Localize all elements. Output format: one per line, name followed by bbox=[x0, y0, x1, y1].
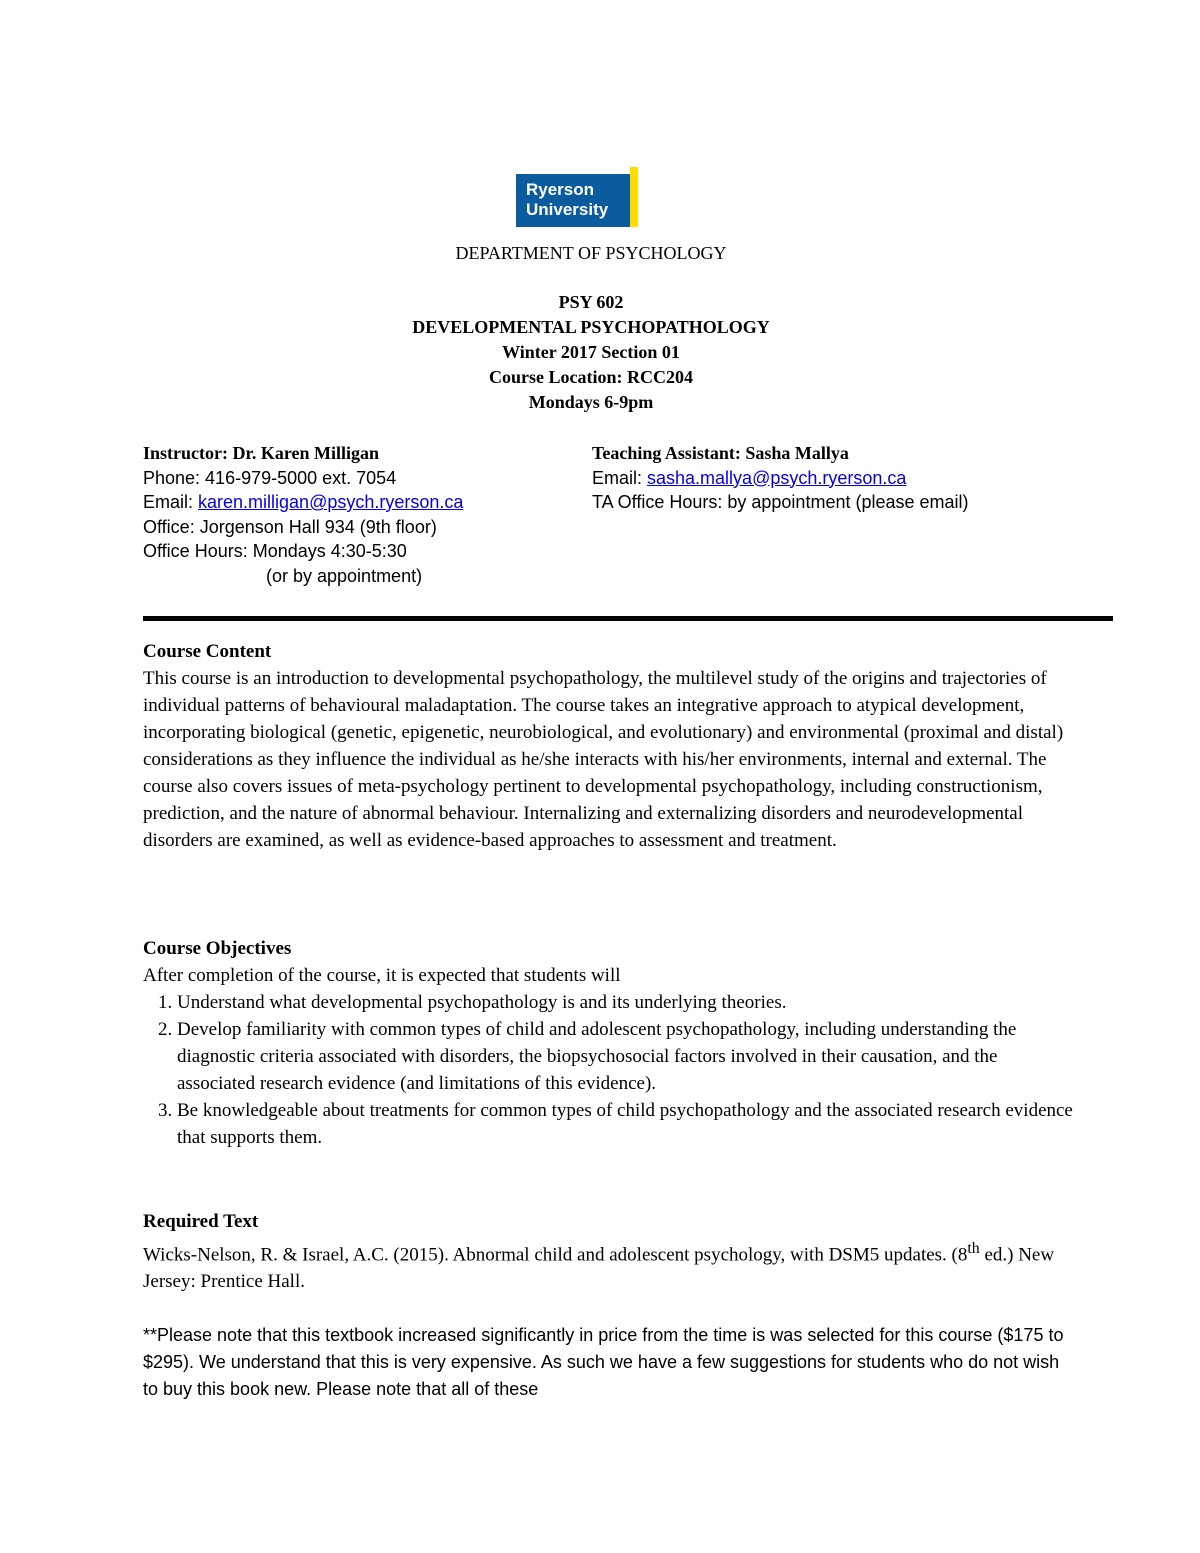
objective-item: 3. Be knowledgeable about treatments for common types of child psychopathology and the associated research evidence that supports them. bbox=[177, 1097, 1073, 1151]
course-code: PSY 602 bbox=[558, 292, 624, 312]
required-text-citation bbox=[143, 1235, 1073, 1295]
textbook-price-note: **Please note that this textbook increased significantly in price from the time is was selected for this course ($175 to $295). We understand that this is very expensive. As such we have a few suggestions for students who do not wish to buy this book new. Please note that all of these bbox=[143, 1325, 1064, 1400]
course-objectives-intro: After completion of the course, it is expected that students will bbox=[143, 965, 621, 986]
instructor-heading: Instructor: Dr. Karen Milligan bbox=[143, 443, 379, 463]
objective-item: 1. Understand what developmental psychopathology is and its underlying theories. bbox=[177, 989, 1073, 1016]
citation-part-b: ed.) New Jersey: Prentice Hall. bbox=[143, 1244, 1055, 1293]
instructor-phone: Phone: 416-979-5000 ext. 7054 bbox=[143, 467, 397, 488]
instructor-office: Office: Jorgenson Hall 934 (9th floor) bbox=[143, 516, 437, 537]
ta-email-line bbox=[592, 466, 1152, 491]
logo-line-2: University bbox=[526, 200, 609, 219]
logo-line-1: Ryerson bbox=[526, 180, 595, 199]
instructor-info bbox=[143, 441, 583, 588]
citation-superscript: th bbox=[967, 1240, 980, 1257]
course-term: Winter 2017 Section 01 bbox=[502, 342, 680, 362]
ta-email-link[interactable]: sasha.mallya@psych.ryerson.ca bbox=[647, 467, 907, 488]
ta-heading: Teaching Assistant: Sasha Mallya bbox=[592, 443, 849, 463]
instructor-email-line bbox=[143, 490, 583, 515]
course-location: Course Location: RCC204 bbox=[489, 367, 693, 387]
course-header bbox=[0, 290, 1182, 415]
logo-yellow-bar bbox=[630, 167, 638, 227]
instructor-hours: Office Hours: Mondays 4:30-5:30 bbox=[143, 541, 407, 561]
horizontal-rule bbox=[143, 616, 1113, 621]
course-time: Mondays 6-9pm bbox=[528, 392, 654, 412]
course-objectives-section bbox=[143, 935, 1073, 1151]
objectives-list bbox=[143, 989, 1073, 1151]
ta-info bbox=[592, 441, 1152, 515]
ta-email-label: Email: bbox=[592, 467, 648, 488]
course-content-heading: Course Content bbox=[143, 641, 272, 662]
course-content-body: This course is an introduction to developmental psychopathology, the multilevel study of the origins and trajectories of individual patterns of behavioural maladaptation. The course takes an integrative approach to atypical development, incorporating biological (genetic, epigenetic, neurobiological, and evolutionary) and environmental (proximal and distal) considerations as they influence the individual as he/she interacts with his/her environments, internal and external. The course also covers issues of meta-psychology pertinent to developmental psychopathology, including constructionism, prediction, and the nature of abnormal behaviour. Internalizing and externalizing disorders and neurodevelopmental disorders are examined, as well as evidence-based approaches to assessment and treatment. bbox=[143, 668, 1064, 851]
ryerson-logo bbox=[516, 167, 638, 227]
ta-hours: TA Office Hours: by appointment (please email) bbox=[592, 492, 969, 512]
department-name: DEPARTMENT OF PSYCHOLOGY bbox=[455, 243, 727, 263]
citation-part-a: Wicks-Nelson, R. & Israel, A.C. (2015). Abnormal child and adolescent psychology, with DSM5 updates. (8 bbox=[143, 1244, 968, 1266]
instructor-email-link[interactable]: karen.milligan@psych.ryerson.ca bbox=[198, 492, 464, 512]
objective-item: 2. Develop familiarity with common types of child and adolescent psychopathology, including understanding the diagnostic criteria associated with disorders, the biopsychosocial factors involved in their causation, and the associated research evidence (and limitations of this evidence). bbox=[177, 1016, 1073, 1097]
required-text-section bbox=[143, 1208, 1073, 1403]
required-text-heading: Required Text bbox=[143, 1211, 259, 1232]
instructor-hours-note: (or by appointment) bbox=[266, 565, 423, 586]
instructor-email-label: Email: bbox=[143, 492, 199, 512]
course-objectives-heading: Course Objectives bbox=[143, 938, 292, 959]
course-title: DEVELOPMENTAL PSYCHOPATHOLOGY bbox=[412, 317, 770, 337]
course-content-section bbox=[143, 638, 1073, 854]
